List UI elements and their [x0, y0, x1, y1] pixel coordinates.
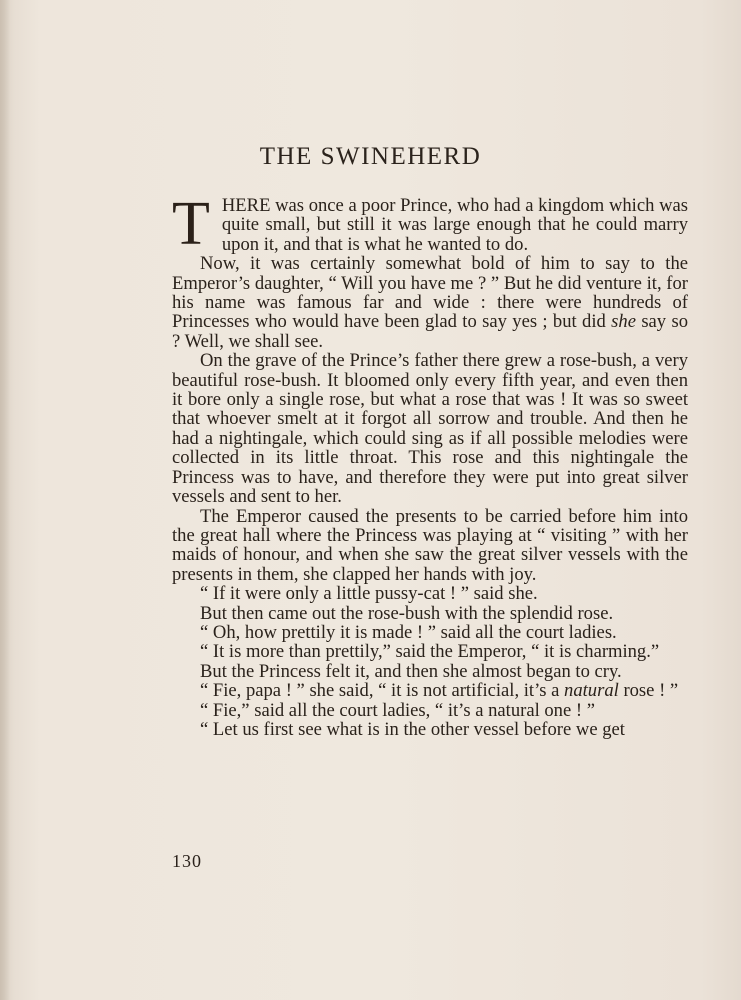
paragraph-2-text-b: say so ? Well, we shall see. — [172, 311, 688, 352]
paragraph-12: “ Let us first see what is in the other vessel before we get — [200, 718, 625, 740]
paragraph-2-emphasis: she — [611, 311, 636, 333]
paragraph-11: “ Fie,” said all the court ladies, “ it’s a natural one ! ” — [200, 699, 595, 721]
paragraph-3: On the grave of the Prince’s father there grew a rose-bush, a very beautiful rose-bush. It bloomed only every fifth year, and even then it bore only a single rose, but what a rose that was ! It was so sweet that whoever smelt at it forgot all sorrow and trouble. And then he had a nightingale, which could sing as if all possible melodies were collected in its little throat. This rose and this nightingale the Princess was to have, and therefore they were put into great silver vessels and sent to her. — [172, 350, 688, 508]
paragraph-2 — [172, 254, 688, 351]
paragraph-10-text-a: “ Fie, papa ! ” she said, “ it is not artificial, it’s a — [200, 680, 565, 702]
paragraph-1-text: HERE was once a poor Prince, who had a kingdom which was quite small, but still it was large enough that he could marry upon it, and that is what he wanted to do. — [221, 195, 688, 255]
paragraph-7: “ Oh, how prettily it is made ! ” said all the court ladies. — [200, 621, 617, 643]
paragraph-8: “ It is more than prettily,” said the Emperor, “ it is charming.” — [200, 641, 660, 663]
body-text — [172, 190, 688, 740]
page-number: 130 — [172, 851, 202, 871]
paragraph-4: The Emperor caused the presents to be carried before him into the great hall where the Princess was playing at “ visiting ” with her maids of honour, and when she saw the great silver vessels with the presents in them, she clapped her hands with joy. — [172, 505, 688, 585]
paragraph-9: But the Princess felt it, and then she almost began to cry. — [200, 660, 622, 682]
paragraph-5: “ If it were only a little pussy-cat ! ” said she. — [200, 583, 538, 605]
chapter-title: THE SWINEHERD — [259, 143, 482, 170]
paragraph-1 — [172, 190, 688, 258]
paragraph-10-text-b: rose ! ” — [618, 680, 679, 702]
paragraph-10 — [172, 681, 688, 700]
paragraph-6: But then came out the rose-bush with the splendid rose. — [200, 602, 614, 624]
paragraph-10-emphasis: natural — [564, 680, 619, 702]
drop-cap: T — [172, 190, 210, 258]
paragraph-2-text-a: Now, it was certainly somewhat bold of him to say to the Emperor’s daughter, “ Will you have me ? ” But he did venture it, for his name was famous far and wide : there were hundreds of Princesses who would have been glad to say yes ; but did — [172, 253, 688, 333]
